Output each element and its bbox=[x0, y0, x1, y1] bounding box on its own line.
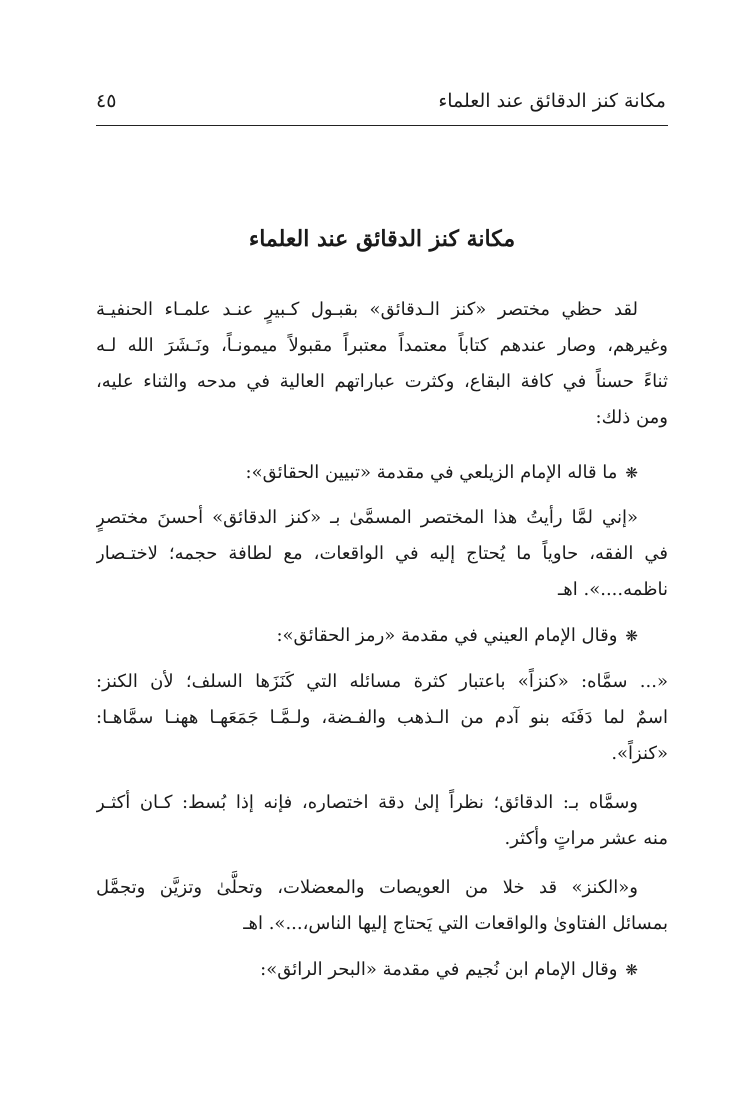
page-number: ٤٥ bbox=[96, 90, 117, 112]
bullet-icon: ❋ bbox=[625, 961, 638, 979]
text-line: في الفقه، حاوياً ما يُحتاج إليه في الواقعات، مع لطافة حجمه؛ لاختـصار bbox=[96, 543, 668, 564]
bullet-paragraph bbox=[96, 618, 668, 654]
quote-paragraph bbox=[96, 500, 668, 608]
bullet-icon: ❋ bbox=[625, 627, 638, 645]
text-line: «... سمَّاه: «كنزاً» باعتبار كثرة مسائله التي كَنَزَها السلف؛ لأن الكنز: bbox=[96, 671, 668, 692]
header-rule bbox=[96, 125, 668, 126]
body-paragraph bbox=[96, 785, 668, 857]
running-header bbox=[96, 88, 666, 118]
text-line: ناظمه....». اهـ bbox=[558, 579, 668, 600]
bullet-paragraph bbox=[96, 455, 668, 491]
text-line: بمسائل الفتاوىٰ والواقعات التي يَحتاج إليها الناس،...». اهـ bbox=[243, 913, 668, 934]
text-line: ثناءً حسناً في كافة البقاع، وكثرت عباراتهم العالية في مدحه والثناء عليه، bbox=[96, 371, 668, 392]
bullet-text: ما قاله الإمام الزيلعي في مقدمة «تبيين الحقائق»: bbox=[245, 462, 618, 483]
intro-paragraph bbox=[96, 292, 668, 436]
bullet-line bbox=[96, 455, 668, 491]
text-line: اسمٌ لما دَفَنَه بنو آدم من الـذهب والفـضة، ولـمَّـا جَمَعَهـا ههنـا سمَّاهـا: bbox=[96, 707, 668, 728]
text-line: لقد حظي مختصر «كنز الـدقائق» بقبـول كـبيرٍ عنـد علمـاء الحنفيـة bbox=[96, 299, 638, 320]
quote-paragraph bbox=[96, 664, 668, 772]
text-line: وسمَّاه بـ: الدقائق؛ نظراً إلىٰ دقة اختصاره، فإنه إذا بُسط: كـان أكثـر bbox=[96, 792, 638, 813]
bullet-line bbox=[96, 618, 668, 654]
text-line: وغيرهم، وصار عندهم كتاباً معتمداً معتبراً مقبولاً ميمونـاً، ونَـشَرَ الله لـه bbox=[96, 335, 668, 356]
body-paragraph bbox=[96, 870, 668, 942]
text-line: «إني لمَّا رأيتُ هذا المختصر المسمَّىٰ بـ «كنز الدقائق» أحسنَ مختصرٍ bbox=[96, 507, 638, 528]
bullet-paragraph bbox=[96, 952, 668, 988]
text-line: «كنزاً». bbox=[611, 743, 668, 764]
text-line: منه عشر مراتٍ وأكثر. bbox=[504, 828, 668, 849]
bullet-text: وقال الإمام العيني في مقدمة «رمز الحقائق»: bbox=[276, 625, 618, 646]
running-title: مكانة كنز الدقائق عند العلماء bbox=[438, 90, 666, 112]
bullet-text: وقال الإمام ابن نُجيم في مقدمة «البحر الرائق»: bbox=[260, 959, 618, 980]
bullet-line bbox=[96, 952, 668, 988]
section-heading: مكانة كنز الدقائق عند العلماء bbox=[248, 226, 516, 252]
bullet-icon: ❋ bbox=[625, 464, 638, 482]
text-line: ومن ذلك: bbox=[595, 407, 668, 428]
text-line: و«الكنز» قد خلا من العويصات والمعضلات، وتحلَّىٰ وتزيَّن وتجمَّل bbox=[96, 877, 638, 898]
